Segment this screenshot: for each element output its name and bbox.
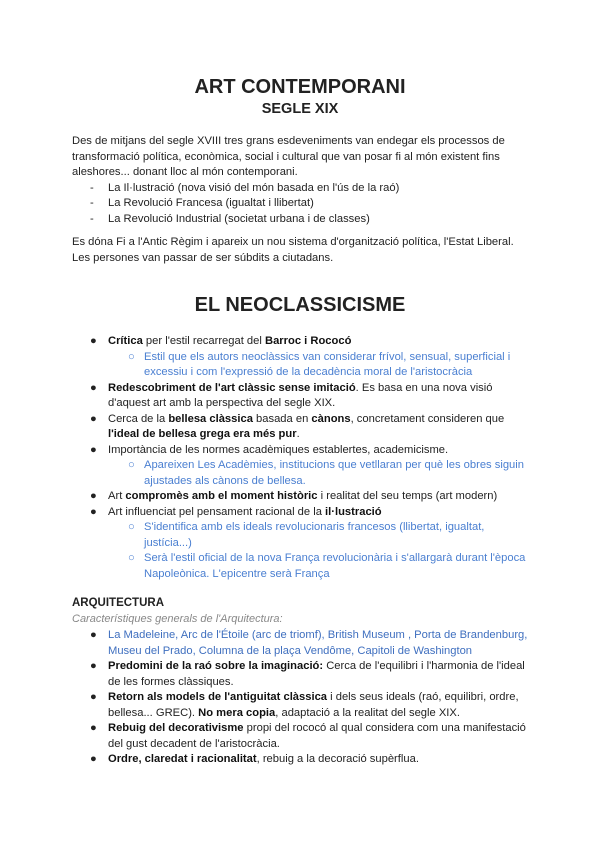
sub-list-item: ○ Apareixen Les Acadèmies, institucions que vetllaran per què les obres siguin ajustades als cànons de bellesa. (128, 459, 524, 487)
section-subtitle: Característiques generals de l'Arquitectura: (72, 613, 283, 625)
intro-paragraph: Des de mitjans del segle XVIII tres grans esdeveniments van endegar els processos de transformació política, econòmica, social i cultural que van posar fi al món existent fins aleshores... donant lloc al món contemporani. (72, 135, 505, 178)
sub-list-item: ○ S'identifica amb els ideals revolucionaris francesos (llibertat, igualtat, justícia...) (128, 521, 485, 549)
list-item: ● Art influenciat pel pensament racional de la il·lustració (90, 505, 382, 518)
list-item: - La Revolució Industrial (societat urbana i de classes) (72, 212, 532, 228)
arq-bullet-list (72, 628, 532, 768)
intro-paragraph-2: Es dóna Fi a l'Antic Règim i apareix un nou sistema d'organització política, l'Estat Liberal. Les persones van passar de ser súbdits a ciutadans. (72, 236, 514, 264)
list-item: ● Crítica per l'estil recarregat del Barroc i Rococó (90, 335, 352, 347)
list-item: ● Rebuig del decorativisme propi del rococó al qual considera com una manifestació del gust decadent de l'aristocràcia. (90, 722, 526, 750)
page-title: ART CONTEMPORANI (194, 76, 406, 98)
list-item: - La Il·lustració (nova visió del món basada en l'ús de la raó) (72, 181, 532, 197)
page-subtitle: SEGLE XIX (261, 101, 339, 117)
list-item: - La Revolució Francesa (igualtat i llibertat) (72, 196, 532, 212)
intro-section (72, 134, 532, 227)
list-item: ● Redescobriment de l'art clàssic sense imitació. Es basa en una nova visió d'aquest art amb la perspectiva del segle XIX. (90, 381, 493, 409)
section-title-arquitectura: ARQUITECTURA (72, 597, 164, 609)
section-title-neoclassicisme: EL NEOCLASSICISME (194, 294, 406, 316)
list-item: ● Retorn als models de l'antiguitat clàssica i dels seus ideals (raó, equilibri, ordre, bellesa... GREC). No mera copia, adaptació a la realitat del segle XIX. (90, 691, 519, 719)
list-item: ● Cerca de la bellesa clàssica basada en cànons, concretament consideren que l'ideal de bellesa grega era més pur. (90, 412, 505, 440)
sub-list-item: ○ Serà l'estil oficial de la nova França revolucionària i s'allargarà durant l'època Napoleònica. L'epicentre serà França (128, 552, 526, 580)
list-item: ● Art compromès amb el moment històric i realitat del seu temps (art modern) (90, 490, 498, 502)
list-item: ● Predomini de la raó sobre la imaginació: Cerca de l'equilibri i l'harmonia de l'ideal de les formes clàssiques. (90, 660, 525, 688)
list-item: ● La Madeleine, Arc de l'Étoile (arc de triomf), British Museum , Porta de Brandenburg, Museu del Prado, Columna de la plaça Vendôme, Capitoli de Washington (90, 629, 528, 657)
sub-list-item: ○ Estil que els autors neoclàssics van considerar frívol, sensual, superficial i excessiu i com l'expressió de la decadència moral de l'aristocràcia (128, 350, 511, 378)
list-item: ● Importància de les normes acadèmiques establertes, academicisme. (90, 443, 449, 456)
neo-bullet-list (72, 334, 532, 582)
list-item: ● Ordre, claredat i racionalitat, rebuig a la decoració supèrflua. (90, 753, 419, 765)
intro-list (72, 181, 532, 228)
